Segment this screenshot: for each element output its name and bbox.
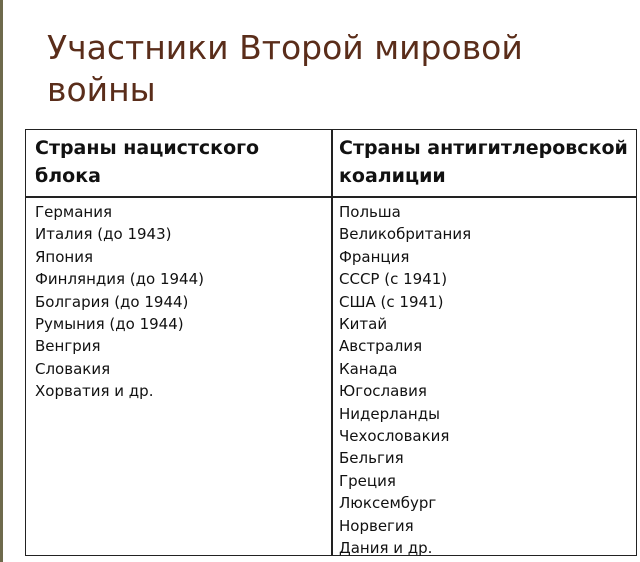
list-item: Дания и др.: [339, 539, 433, 558]
list-item: Канада: [339, 359, 398, 378]
list-item: Финляндия (до 1944): [35, 270, 204, 289]
slide-title: Участники Второй мировой войны: [47, 28, 523, 109]
header-axis: Страны нацистского блока: [35, 137, 260, 187]
list-item: Нидерланды: [339, 404, 440, 423]
list-item: Болгария (до 1944): [35, 292, 189, 311]
list-item: СССР (с 1941): [339, 270, 448, 289]
list-item: Греция: [339, 471, 396, 490]
list-item: Китай: [339, 315, 388, 334]
list-item: Хорватия и др.: [35, 382, 154, 401]
list-item: Люксембург: [339, 494, 437, 513]
list-item: Чехословакия: [339, 427, 450, 446]
countries-table: [25, 129, 637, 556]
list-item: Югославия: [339, 382, 427, 401]
allied-countries-list: [339, 201, 629, 560]
list-item: Словакия: [35, 359, 111, 378]
slide: [3, 0, 640, 562]
list-item: Норвегия: [339, 516, 414, 535]
list-item: Франция: [339, 247, 410, 266]
list-item: Румыния (до 1944): [35, 315, 184, 334]
list-item: Германия: [35, 203, 112, 221]
list-item: Япония: [35, 247, 93, 266]
list-item: Польша: [339, 203, 401, 221]
column-divider: [331, 130, 333, 555]
header-allies: Страны антигитлеровской коалиции: [339, 137, 628, 187]
list-item: Австралия: [339, 337, 423, 356]
list-item: Венгрия: [35, 337, 101, 356]
list-item: Великобритания: [339, 225, 472, 244]
list-item: США (с 1941): [339, 292, 444, 311]
header-divider: [26, 196, 636, 198]
axis-countries-list: [35, 201, 325, 403]
list-item: Бельгия: [339, 449, 404, 468]
list-item: Италия (до 1943): [35, 225, 172, 244]
